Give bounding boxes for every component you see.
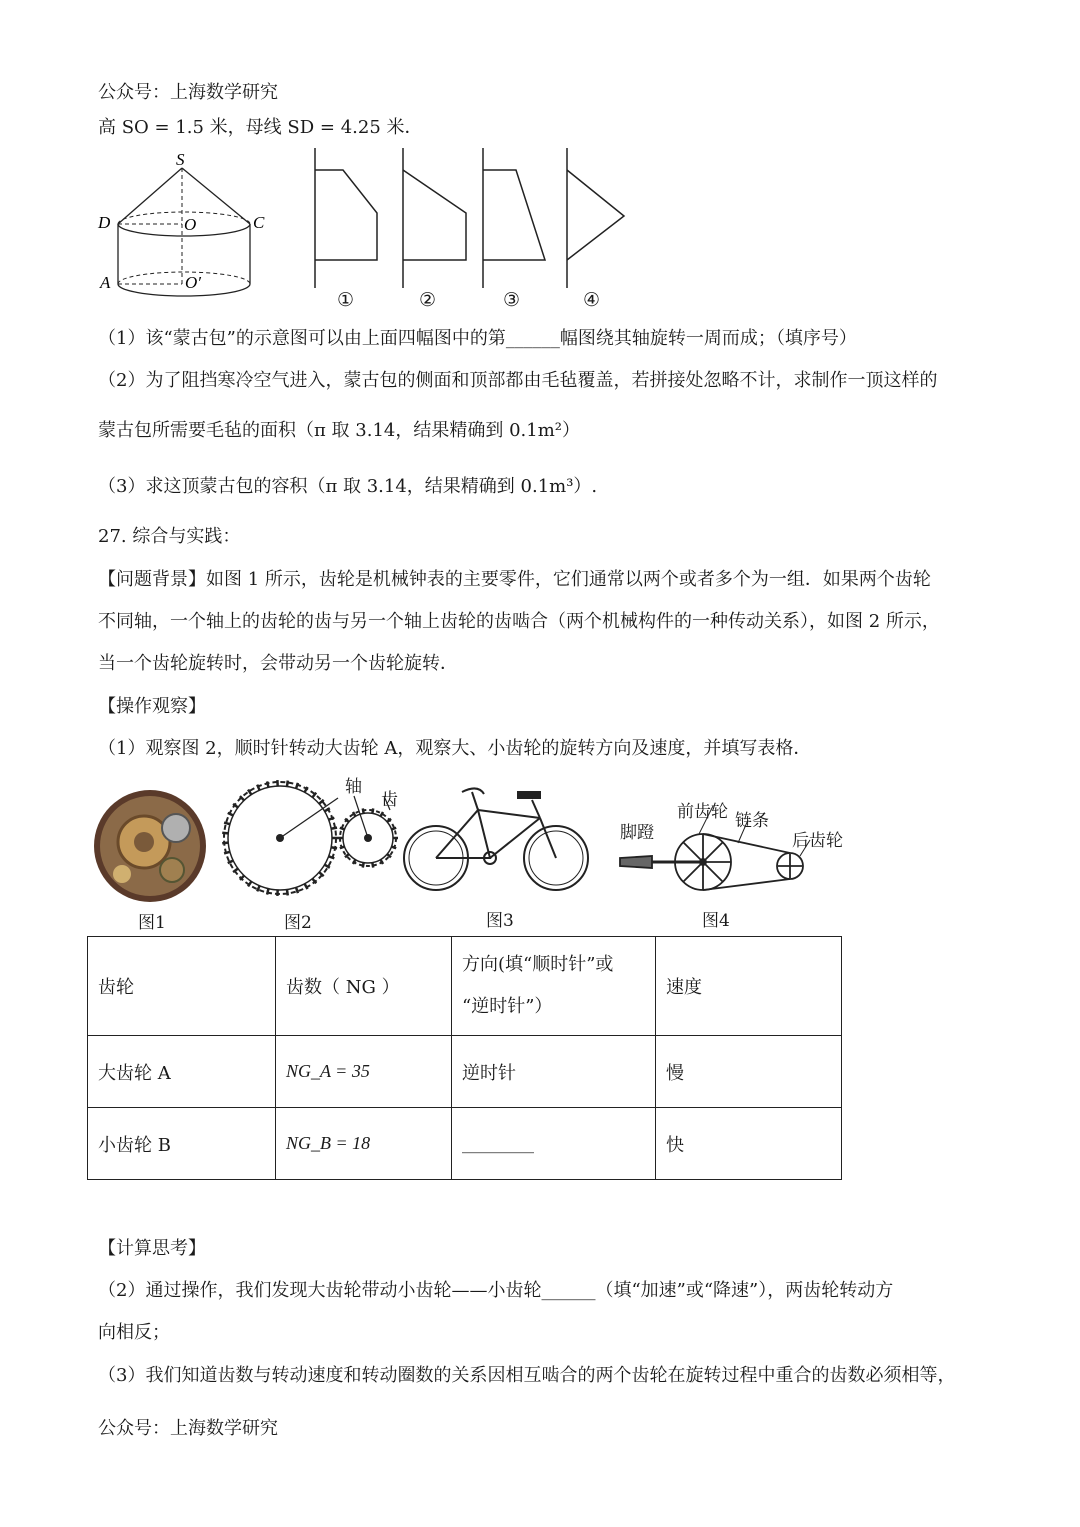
table-header-row (88, 937, 842, 1036)
option-label-1: ① (337, 289, 355, 311)
label-c: C (253, 213, 265, 232)
header-direction-line2: “逆时针”） (462, 996, 553, 1017)
gear-tooth (305, 884, 308, 889)
footer-watermark: 公众号：上海数学研究 (98, 1418, 278, 1439)
gear-table (87, 936, 842, 1180)
gear-tooth (391, 828, 396, 830)
q27-observation-heading: 【操作观察】 (98, 696, 206, 717)
fig2-caption: 图2 (284, 913, 312, 933)
fig4-front-gear-label: 前齿轮 (677, 802, 728, 822)
gear-tooth (331, 828, 337, 829)
gear-tooth (296, 887, 298, 893)
gear-diagram (222, 780, 398, 896)
q26-part1: （1）该“蒙古包”的示意图可以由上面四幅图中的第______幅图绕其轴旋转一周而成；（填序号） (98, 328, 857, 349)
gear-tooth (248, 881, 251, 886)
row-b-speed: 快 (656, 1108, 842, 1180)
bicycle-diagram (404, 788, 588, 890)
header-speed: 速度 (656, 937, 842, 1036)
header-gear: 齿轮 (88, 937, 276, 1036)
header-watermark: 公众号：上海数学研究 (98, 82, 278, 103)
header-teeth: 齿数（ NG ） (276, 937, 452, 1036)
row-a-speed: 慢 (656, 1036, 842, 1108)
row-b-direction-blank[interactable]: ________ (452, 1108, 656, 1180)
gear-tooth (224, 823, 230, 825)
gear-tooth (331, 847, 337, 848)
fig3-caption: 图3 (486, 911, 514, 931)
gear-tooth (267, 781, 268, 787)
option-label-4: ④ (583, 289, 601, 311)
row-b-gear: 小齿轮 B (88, 1108, 276, 1180)
label-s: S (176, 150, 185, 169)
fig4-caption: 图4 (702, 911, 730, 931)
gear-tooth (240, 796, 244, 800)
q26-part2-line1: （2）为了阻挡寒冷空气进入，蒙古包的侧面和顶部都由毛毡覆盖，若拼接处忽略不计，求制作一顶这样的 (98, 370, 938, 391)
header-direction-line1: 方向(填“顺时针”或 (462, 954, 614, 975)
q27-title: 27. 综合与实践： (98, 526, 241, 547)
yurt-figure (92, 148, 652, 313)
q27-part2-line2: 向相反； (98, 1322, 170, 1343)
gear-tooth (228, 813, 233, 816)
q27-part2-line1: （2）通过操作，我们发现大齿轮带动小齿轮——小齿轮______（填“加速”或“降速”），两齿轮转动方 (98, 1280, 894, 1301)
gear-tooth (222, 833, 228, 834)
label-o: O (184, 215, 197, 234)
option-4-shape (567, 148, 624, 288)
fig4-rear-gear-label: 后齿轮 (792, 831, 843, 851)
option-label-3: ③ (503, 289, 521, 311)
q26-part2-line2: 蒙古包所需要毛毡的面积（π 取 3.14，结果精确到 0.1m²） (98, 420, 580, 441)
gear-tooth (353, 812, 356, 816)
intro-line: 高 SO = 1.5 米，母线 SD = 4.25 米． (98, 117, 423, 138)
option-2-shape (403, 148, 466, 288)
q27-background-line2: 不同轴，一个轴上的齿轮的齿与另一个轴上齿轮的齿啮合（两个机械构件的一种传动关系），如图 2 所示， (98, 611, 940, 632)
row-a-direction: 逆时针 (452, 1036, 656, 1108)
label-d: D (98, 213, 111, 232)
gear-tooth (319, 872, 324, 876)
table-row (88, 1108, 842, 1180)
gear-tooth (391, 847, 396, 849)
row-b-teeth: NG_B = 18 (276, 1108, 452, 1180)
gear-tooth (340, 847, 345, 849)
gear-tooth (222, 843, 228, 844)
q26-part3: （3）求这顶蒙古包的容积（π 取 3.14，结果精确到 0.1m³）. (98, 476, 598, 497)
header-direction (452, 937, 656, 1036)
gear-tooth (363, 808, 364, 813)
option-1-shape (315, 148, 377, 288)
fig2-axle-label: 轴 (345, 777, 362, 797)
calc-heading: 【计算思考】 (98, 1238, 206, 1259)
label-a: A (100, 273, 111, 292)
fig4-pedal-label: 脚蹬 (620, 823, 654, 843)
gear-tooth (287, 890, 288, 896)
row-a-gear: 大齿轮 A (88, 1036, 276, 1108)
option-label-2: ② (419, 289, 437, 311)
gear-tooth (296, 783, 298, 789)
q27-part3-line1: （3）我们知道齿数与转动速度和转动圈数的关系因相互啮合的两个齿轮在旋转过程中重合的齿数必须相等， (98, 1365, 956, 1386)
gear-tooth (372, 808, 373, 813)
gear-tooth (233, 869, 238, 873)
gear-tooth (381, 812, 384, 816)
pictures-row (92, 770, 822, 910)
q27-observation-q1: （1）观察图 2，顺时针转动大齿轮 A，观察大、小齿轮的旋转方向及速度，并填写表格． (98, 738, 812, 759)
q27-background-line1: 【问题背景】如图 1 所示，齿轮是机械钟表的主要零件，它们通常以两个或者多个为一组．如果两个齿轮 (98, 569, 931, 590)
q27-background-line3: 当一个齿轮旋转时，会带动另一个齿轮旋转． (98, 653, 458, 674)
gear-tooth (363, 863, 364, 868)
gear-tooth (287, 781, 288, 787)
gear-tooth (340, 828, 345, 830)
clock-gears-photo (94, 790, 206, 902)
fig1-caption: 图1 (138, 913, 166, 933)
gear-tooth (267, 889, 268, 895)
fig2-tooth-label: 齿 (381, 790, 398, 810)
row-a-teeth: NG_A = 35 (276, 1036, 452, 1108)
table-row (88, 1036, 842, 1108)
gear-tooth (224, 852, 230, 854)
fig4-chain-label: 链条 (735, 811, 769, 831)
gear-tooth (372, 863, 373, 868)
label-o-prime: O′ (185, 273, 201, 292)
option-3-shape (483, 148, 545, 288)
